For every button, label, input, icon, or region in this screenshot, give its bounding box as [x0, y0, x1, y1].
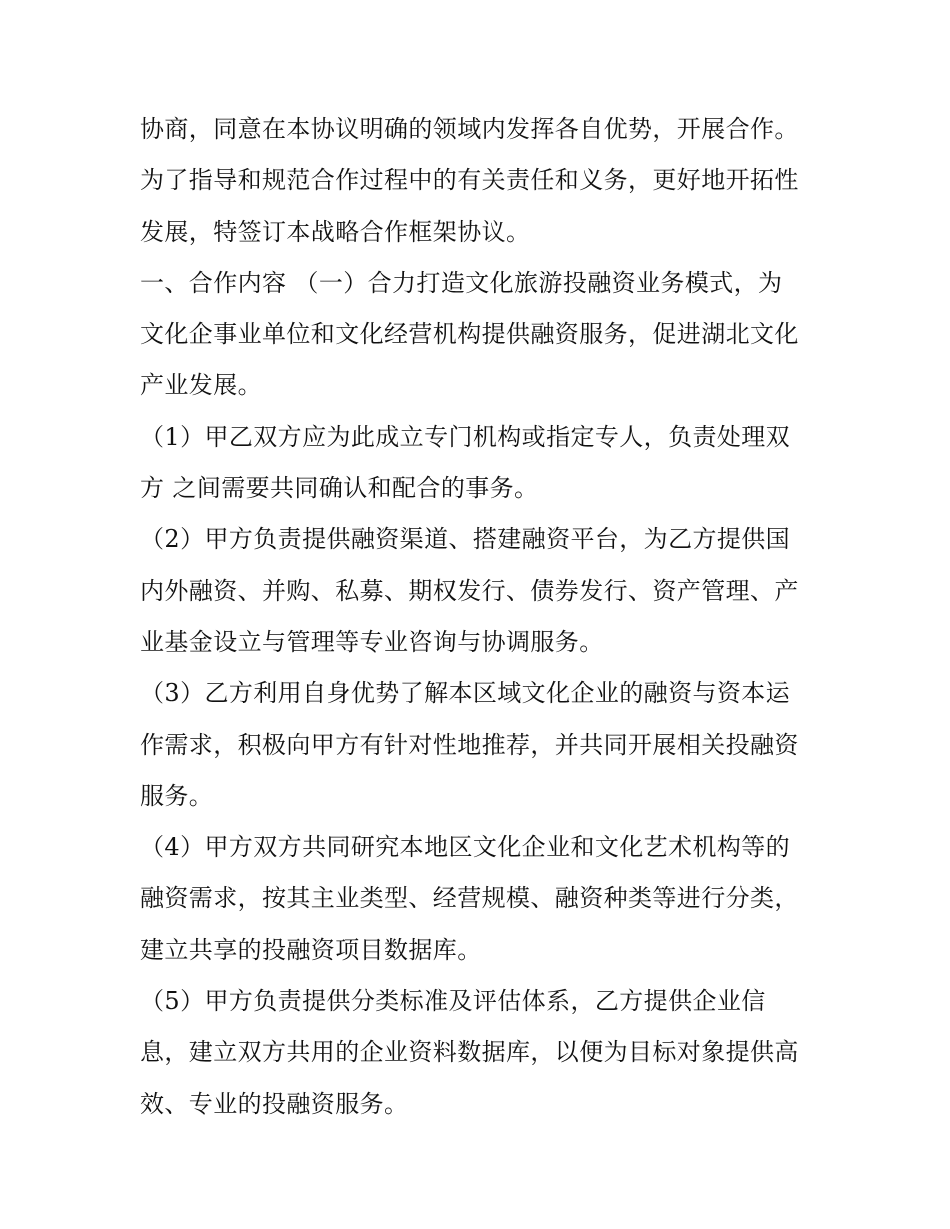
text-line: 发展，特签订本战略合作框架协议。	[140, 217, 531, 246]
text-line: 服务。	[140, 781, 214, 810]
item-1-line: （1）甲乙双方应为此成立专门机构或指定专人，负责处理双	[140, 422, 791, 451]
text-line: 效、专业的投融资服务。	[140, 1089, 409, 1118]
text-line: 文化企事业单位和文化经营机构提供融资服务，促进湖北文化	[140, 320, 799, 349]
item-4-line: （4）甲方双方共同研究本地区文化企业和文化艺术机构等的	[140, 833, 791, 862]
text-line: 方 之间需要共同确认和配合的事务。	[140, 474, 539, 503]
item-3-line: （3）乙方利用自身优势了解本区域文化企业的融资与资本运	[140, 679, 791, 708]
text-line: 作需求，积极向甲方有针对性地推荐，并共同开展相关投融资	[140, 730, 799, 759]
item-2-line: （2）甲方负责提供融资渠道、搭建融资平台，为乙方提供国	[140, 525, 791, 554]
text-line: 息，建立双方共用的企业资料数据库，以便为目标对象提供高	[140, 1038, 799, 1067]
text-line: 协商，同意在本协议明确的领域内发挥各自优势，开展合作。	[140, 115, 799, 143]
section-heading-line: 一、合作内容 （一）合力打造文化旅游投融资业务模式，为	[140, 268, 783, 297]
text-line: 为了指导和规范合作过程中的有关责任和义务，更好地开拓性	[140, 166, 799, 195]
text-line: 内外融资、并购、私募、期权发行、债券发行、资产管理、产	[140, 576, 799, 605]
document-body	[140, 104, 820, 1130]
text-line: 业基金设立与管理等专业咨询与协调服务。	[140, 627, 604, 656]
text-line: 产业发展。	[140, 371, 262, 400]
item-5-line: （5）甲方负责提供分类标准及评估体系，乙方提供企业信	[140, 987, 766, 1016]
text-line: 融资需求，按其主业类型、经营规模、融资种类等进行分类，	[140, 884, 799, 913]
text-line: 建立共享的投融资项目数据库。	[140, 935, 482, 964]
